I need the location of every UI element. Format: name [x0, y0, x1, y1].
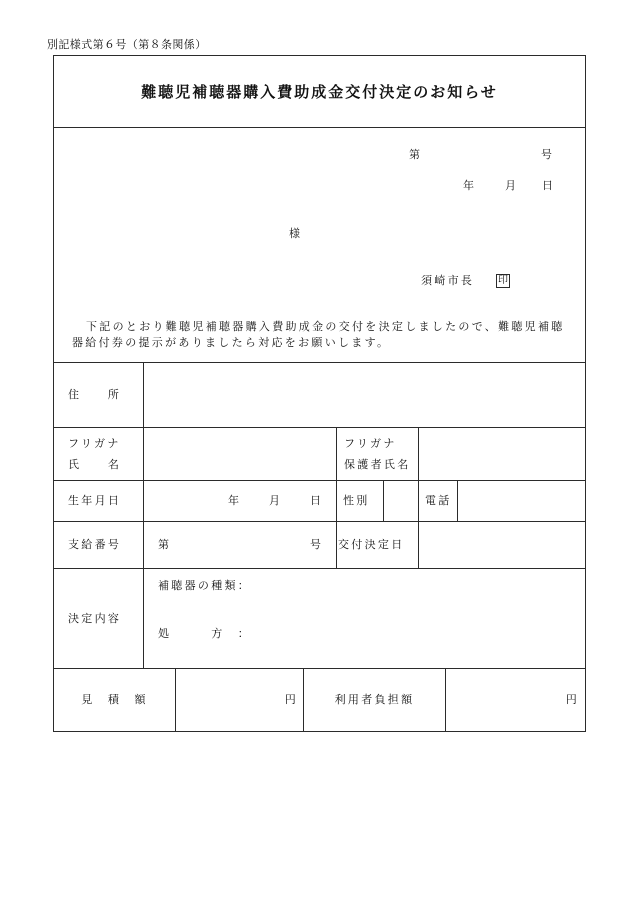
user-burden-label: 利用者負担額 [334, 693, 415, 706]
addressee-honorific: 様 [289, 227, 303, 240]
phone-label-cell [418, 480, 458, 522]
guardian-furigana-label: フリガナ [344, 437, 397, 450]
payment-number-field [143, 521, 337, 569]
estimate-label-cell [53, 668, 176, 732]
birth-date-field [143, 480, 337, 522]
decision-date-field [418, 521, 586, 569]
child-name-label-cell [53, 427, 144, 481]
notice-text-line: 下記のとおり難聴児補聴器購入費助成金の交付を決定しましたので、難聴児補聴 [86, 320, 565, 333]
phone-field [457, 480, 586, 522]
child-name-field [143, 427, 337, 481]
birth-date-label: 生年月日 [68, 494, 122, 507]
notice-section [53, 127, 586, 363]
address-field [143, 362, 586, 428]
sex-field [383, 480, 419, 522]
decision-content-label-cell [53, 568, 144, 669]
address-label: 住 所 [68, 388, 122, 401]
prescription-label: 処 方 ： [158, 627, 252, 640]
address-label-cell [53, 362, 144, 428]
form-title: 難聴児補聴器購入費助成金交付決定のお知らせ [141, 82, 498, 101]
estimate-unit: 円 [284, 693, 298, 706]
sex-label: 性別 [343, 494, 370, 507]
notice-text-line: 器給付券の提示がありましたら対応をお願いします。 [72, 336, 391, 349]
user-burden-label-cell [303, 668, 446, 732]
decision-date-label: 交付決定日 [338, 538, 405, 551]
birth-year-label: 年 [228, 494, 242, 507]
birth-day-label: 日 [310, 494, 324, 507]
sex-label-cell [336, 480, 384, 522]
estimate-label: 見 積 額 [81, 693, 148, 706]
user-burden-unit: 円 [565, 693, 579, 706]
guardian-name-field [418, 427, 586, 481]
notice-date-year: 年 [463, 179, 477, 192]
title-section [53, 55, 586, 128]
birth-month-label: 月 [269, 494, 283, 507]
child-furigana-label: フリガナ [68, 437, 121, 450]
issuer-name: 須崎市長 [421, 274, 475, 287]
phone-label: 電話 [425, 494, 452, 507]
birth-date-label-cell [53, 480, 144, 522]
child-name-label: 氏 名 [68, 458, 122, 471]
form-number-note: 別記様式第６号（第８条関係） [47, 38, 207, 51]
notice-number-suffix: 号 [541, 148, 555, 161]
guardian-name-label: 保護者氏名 [344, 458, 411, 471]
payment-number-suffix: 号 [310, 538, 324, 551]
guardian-name-label-cell [336, 427, 419, 481]
user-burden-field [445, 668, 586, 732]
notice-number-prefix: 第 [409, 148, 423, 161]
decision-content-label: 決定内容 [68, 611, 122, 625]
payment-number-label-cell [53, 521, 144, 569]
notice-date-day: 日 [542, 179, 556, 192]
payment-number-label: 支給番号 [68, 538, 122, 551]
seal-box: 印 [498, 275, 508, 286]
hearing-aid-type-label: 補聴器の種類： [158, 579, 252, 592]
decision-date-label-cell [336, 521, 419, 569]
payment-number-prefix: 第 [158, 538, 172, 551]
decision-content-field [143, 568, 586, 669]
notice-date-month: 月 [505, 179, 519, 192]
estimate-field [175, 668, 304, 732]
